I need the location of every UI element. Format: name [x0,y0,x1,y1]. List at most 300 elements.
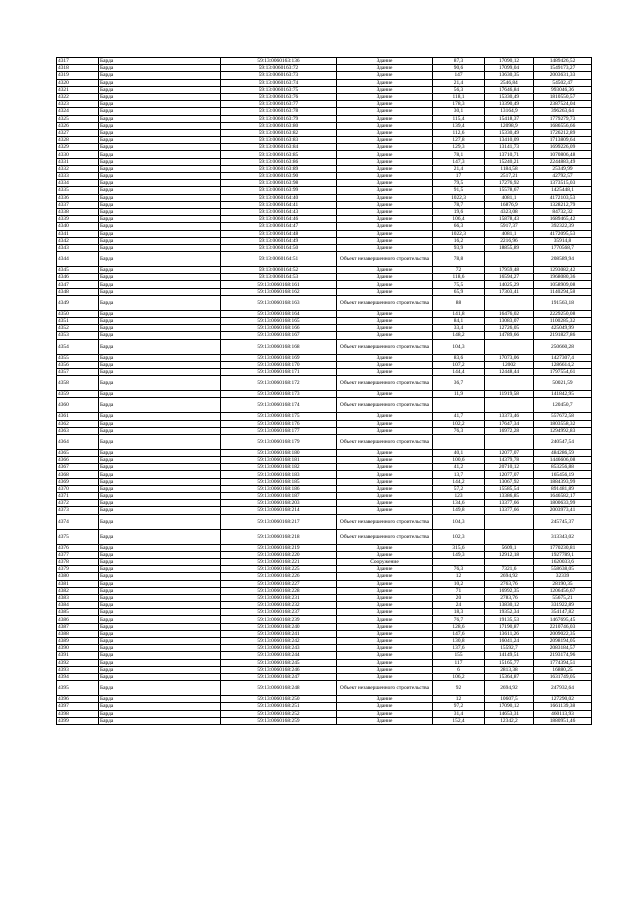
area-cell: 106,2 [433,673,485,680]
area-cell: 128,6 [433,623,485,630]
row-number-cell: 4317 [57,58,99,65]
settlement-cell: Барда [99,230,221,237]
area-cell: 147,6 [433,630,485,637]
cadastral-number-cell: 59:13:0060163:83 [221,137,337,144]
cadastral-value-cell: 245745,37 [534,514,592,529]
cadastral-value-cell: 35914,8 [534,237,592,244]
area-cell [433,558,485,565]
object-type-cell: Здание [337,108,433,115]
settlement-cell: Барда [99,361,221,368]
table-row [57,295,592,310]
area-cell: 137,6 [433,645,485,652]
object-type-cell: Здание [337,696,433,703]
settlement-cell: Барда [99,288,221,295]
row-number-cell: 4386 [57,616,99,623]
table-row [57,696,592,703]
cadastral-number-cell: 59:13:0060168:248 [221,681,337,696]
unit-value-cell: 12002 [485,361,534,368]
cadastral-number-cell: 59:13:0060163:77 [221,101,337,108]
table-row [57,318,592,325]
cadastral-number-cell: 59:13:0060168:164 [221,310,337,317]
object-type-cell: Здание [337,427,433,434]
settlement-cell: Барда [99,267,221,274]
cadastral-value-cell: 1100285,32 [534,318,592,325]
cadastral-number-cell: 59:13:0060168:240 [221,623,337,630]
settlement-cell: Барда [99,507,221,514]
area-cell: 78,7 [433,201,485,208]
area-cell: 57,2 [433,485,485,492]
cadastral-number-cell: 59:13:0060168:181 [221,457,337,464]
row-number-cell: 4395 [57,681,99,696]
cadastral-value-cell: 25349,99 [534,165,592,172]
area-cell: 104,3 [433,514,485,529]
settlement-cell: Барда [99,645,221,652]
unit-value-cell: 1184,58 [485,165,534,172]
row-number-cell: 4328 [57,137,99,144]
row-number-cell: 4324 [57,108,99,115]
cadastral-value-cell: 331922,89 [534,602,592,609]
table-row [57,623,592,630]
unit-value-cell [485,252,534,267]
row-number-cell: 4392 [57,659,99,666]
cadastral-number-cell: 59:13:0060164:53 [221,274,337,281]
settlement-cell: Барда [99,368,221,375]
table-row [57,108,592,115]
object-type-cell: Здание [337,710,433,717]
row-number-cell: 4390 [57,645,99,652]
cadastral-value-cell: 1140294,58 [534,288,592,295]
cadastral-number-cell: 59:13:0060168:219 [221,544,337,551]
settlement-cell: Барда [99,485,221,492]
table-row [57,223,592,230]
unit-value-cell: 15364,87 [485,673,534,680]
settlement-cell: Барда [99,616,221,623]
unit-value-cell: 16476,02 [485,310,534,317]
row-number-cell: 4334 [57,180,99,187]
object-type-cell: Здание [337,58,433,65]
unit-value-cell: 14789,66 [485,332,534,339]
area-cell: 123 [433,493,485,500]
cadastral-number-cell: 59:13:0060168:187 [221,493,337,500]
table-row [57,129,592,136]
row-number-cell: 4372 [57,500,99,507]
table-row [57,216,592,223]
row-number-cell: 4376 [57,544,99,551]
row-number-cell: 4329 [57,144,99,151]
settlement-cell: Барда [99,500,221,507]
cadastral-value-cell: 247932,64 [534,681,592,696]
unit-value-cell: 12912,18 [485,551,534,558]
row-number-cell: 4351 [57,318,99,325]
cadastral-number-cell: 59:13:0060168:170 [221,361,337,368]
area-cell: 118,1 [433,93,485,100]
area-cell: 107,2 [433,361,485,368]
object-type-cell: Здание [337,478,433,485]
row-number-cell: 4322 [57,93,99,100]
cadastral-value-cell: 1549173,27 [534,65,592,72]
cadastral-value-cell: 460113,93 [534,710,592,717]
table-row [57,274,592,281]
object-type-cell [337,339,433,354]
area-cell: 149,8 [433,507,485,514]
table-row [57,58,592,65]
unit-value-cell: 4081,1 [485,194,534,201]
cadastral-number-cell: 59:13:0060168:242 [221,638,337,645]
row-number-cell: 4378 [57,558,99,565]
row-number-cell: 4341 [57,230,99,237]
table-row [57,165,592,172]
object-type-cell: Здание [337,551,433,558]
cadastral-value-cell: 1467695,45 [534,616,592,623]
table-row [57,594,592,601]
unit-value-cell: 17646,84 [485,86,534,93]
row-number-cell: 4396 [57,696,99,703]
settlement-cell: Барда [99,295,221,310]
cadastral-number-cell: 59:13:0060168:165 [221,318,337,325]
object-type-cell: Здание [337,609,433,616]
cadastral-value-cell: 42792,57 [534,173,592,180]
cadastral-value-cell: 558638,05 [534,566,592,573]
settlement-cell: Барда [99,244,221,251]
unit-value-cell: 13611,26 [485,630,534,637]
row-number-cell: 4343 [57,244,99,251]
settlement-cell: Барда [99,587,221,594]
table-row [57,507,592,514]
area-cell: 71 [433,587,485,594]
object-type-text: Объект незавершенного строительства [339,533,430,540]
cadastral-number-cell: 59:13:0060168:252 [221,710,337,717]
cadastral-value-cell: 2003631,33 [534,72,592,79]
object-type-cell: Здание [337,158,433,165]
row-number-cell: 4340 [57,223,99,230]
cadastral-value-cell: 165456,19 [534,471,592,478]
settlement-cell: Барда [99,544,221,551]
area-cell: 13,7 [433,471,485,478]
settlement-cell: Барда [99,332,221,339]
cadastral-number-cell: 59:13:0060168:162 [221,288,337,295]
unit-value-cell: 16594,27 [485,274,534,281]
object-type-cell: Здание [337,79,433,86]
table-row [57,137,592,144]
row-number-cell: 4358 [57,376,99,391]
unit-value-cell: 17099,04 [485,65,534,72]
area-cell: 147,3 [433,158,485,165]
cadastral-number-cell: 59:13:0060164:50 [221,244,337,251]
settlement-cell: Барда [99,478,221,485]
settlement-cell: Барда [99,93,221,100]
cadastral-number-cell: 59:13:0060163:98 [221,180,337,187]
settlement-cell: Барда [99,391,221,398]
object-type-cell: Здание [337,208,433,215]
object-type-cell: Здание [337,623,433,630]
settlement-cell: Барда [99,703,221,710]
table-row [57,514,592,529]
row-number-cell: 4321 [57,86,99,93]
cadastral-value-cell: 1631749,05 [534,673,592,680]
row-number-cell: 4397 [57,703,99,710]
area-cell: 1022,3 [433,194,485,201]
area-cell: 16,2 [433,237,485,244]
row-number-cell: 4385 [57,609,99,616]
row-number-cell: 4394 [57,673,99,680]
cadastral-value-cell: 16880,25 [534,666,592,673]
table-row [57,616,592,623]
area-cell: 18,3 [433,609,485,616]
unit-value-cell: 16992,35 [485,587,534,594]
table-row [57,325,592,332]
table-row [57,558,592,565]
cadastral-value-cell: 141842,95 [534,391,592,398]
cadastral-value-cell: 84732,32 [534,208,592,215]
cadastral-value-cell: 50021,59 [534,376,592,391]
row-number-cell: 4389 [57,638,99,645]
unit-value-cell [485,529,534,544]
cadastral-value-cell: 4172095,53 [534,230,592,237]
cadastral-number-cell: 59:13:0060168:226 [221,573,337,580]
object-type-cell: Здание [337,630,433,637]
cadastral-value-cell: 853256,88 [534,464,592,471]
settlement-cell: Барда [99,86,221,93]
cadastral-number-cell: 59:13:0060168:221 [221,558,337,565]
cadastral-value-cell: 1797554,61 [534,368,592,375]
cadastral-value-cell: 1686556,66 [534,122,592,129]
settlement-cell: Барда [99,129,221,136]
cadastral-number-cell: 59:13:0060168:163 [221,295,337,310]
row-number-cell: 4382 [57,587,99,594]
cadastral-value-cell: 127290,02 [534,696,592,703]
cadastral-value-cell: 1070806,48 [534,151,592,158]
cadastral-value-cell: 1770568,7 [534,244,592,251]
area-cell: 36,7 [433,376,485,391]
object-type-cell: Здание [337,616,433,623]
area-cell: 19,6 [433,208,485,215]
object-type-cell [337,376,433,391]
area-cell: 97,2 [433,703,485,710]
cadastral-value-cell: 1927789,1 [534,551,592,558]
area-cell: 112,6 [433,129,485,136]
cadastral-value-cell: 1206456,67 [534,587,592,594]
cadastral-number-cell: 59:13:0060168:217 [221,514,337,529]
object-type-cell: Здание [337,573,433,580]
table-row [57,122,592,129]
unit-value-cell [485,376,534,391]
unit-value-cell: 17090,12 [485,58,534,65]
cadastral-number-cell: 59:13:0060168:167 [221,332,337,339]
object-type-text: Объект незавершенного строительства [339,518,430,525]
cadastral-number-cell: 59:13:0060163:72 [221,65,337,72]
table-row [57,602,592,609]
area-cell: 65,9 [433,288,485,295]
cadastral-number-cell: 59:13:0060168:245 [221,659,337,666]
cadastral-number-cell: 59:13:0060168:247 [221,673,337,680]
row-number-cell: 4369 [57,478,99,485]
area-cell: 141,8 [433,310,485,317]
table-row [57,332,592,339]
table-row [57,339,592,354]
cadastral-value-cell: 2083184,57 [534,645,592,652]
cadastral-number-cell: 59:13:0060163:84 [221,144,337,151]
table-row [57,267,592,274]
unit-value-cell [485,398,534,413]
object-type-cell: Здание [337,332,433,339]
settlement-cell: Барда [99,457,221,464]
object-type-cell: Здание [337,544,433,551]
settlement-cell: Барда [99,529,221,544]
cadastral-number-cell: 59:13:0060163:99 [221,187,337,194]
row-number-cell: 4327 [57,129,99,136]
cadastral-value-cell: 2193174,96 [534,652,592,659]
settlement-cell: Барда [99,551,221,558]
area-cell: 30,1 [433,108,485,115]
area-cell: 40,1 [433,449,485,456]
cadastral-value-cell: 1425448,1 [534,187,592,194]
row-number-cell: 4348 [57,288,99,295]
cadastral-number-cell: 59:13:0060168:214 [221,507,337,514]
unit-value-cell: 13141,73 [485,144,534,151]
unit-value-cell: 13164,9 [485,108,534,115]
table-row [57,566,592,573]
table-row [57,478,592,485]
row-number-cell: 4360 [57,398,99,413]
cadastral-value-cell: 2229250,08 [534,310,592,317]
table-row [57,551,592,558]
table-row [57,449,592,456]
row-number-cell: 4393 [57,666,99,673]
settlement-cell: Барда [99,310,221,317]
object-type-cell [337,295,433,310]
object-type-cell: Здание [337,237,433,244]
table-row [57,252,592,267]
table-row [57,493,592,500]
cadastral-number-cell: 59:13:0060164:41 [221,201,337,208]
table-row [57,652,592,659]
object-type-cell: Здание [337,187,433,194]
settlement-cell: Барда [99,122,221,129]
object-type-cell: Здание [337,368,433,375]
cadastral-value-cell: 1779279,73 [534,115,592,122]
row-number-cell: 4380 [57,573,99,580]
area-cell [433,398,485,413]
row-number-cell: 4345 [57,267,99,274]
table-row [57,485,592,492]
object-type-cell: Здание [337,413,433,420]
settlement-cell: Барда [99,398,221,413]
row-number-cell: 4353 [57,332,99,339]
cadastral-number-cell: 59:13:0060168:203 [221,500,337,507]
cadastral-number-cell: 59:13:0060164:47 [221,223,337,230]
cadastral-value-cell: 354147,82 [534,609,592,616]
settlement-cell: Барда [99,72,221,79]
cadastral-value-cell: 1810550,57 [534,93,592,100]
cadastral-value-cell: 313343,02 [534,529,592,544]
table-row [57,208,592,215]
area-cell: 127,8 [433,137,485,144]
row-number-cell: 4383 [57,594,99,601]
settlement-cell: Барда [99,115,221,122]
object-type-cell: Здание [337,666,433,673]
object-type-cell: Здание [337,391,433,398]
area-cell: 106,4 [433,216,485,223]
row-number-cell: 4362 [57,420,99,427]
settlement-cell: Барда [99,281,221,288]
settlement-cell: Барда [99,566,221,573]
row-number-cell: 4359 [57,391,99,398]
unit-value-cell: 15165,77 [485,659,534,666]
table-row [57,310,592,317]
cadastral-number-cell: 59:13:0060168:177 [221,427,337,434]
cadastral-value-cell: 1770230,81 [534,544,592,551]
settlement-cell: Барда [99,58,221,65]
object-type-cell [337,434,433,449]
area-cell: 84,1 [433,318,485,325]
settlement-cell: Барда [99,681,221,696]
object-type-cell [337,252,433,267]
row-number-cell: 4325 [57,115,99,122]
object-type-cell: Здание [337,230,433,237]
cadastral-number-cell: 59:13:0060168:220 [221,551,337,558]
row-number-cell: 4371 [57,493,99,500]
settlement-cell: Барда [99,252,221,267]
row-number-cell: 4333 [57,173,99,180]
row-number-cell: 4320 [57,79,99,86]
cadastral-value-cell: 1880951,46 [534,717,592,724]
object-type-cell: Здание [337,281,433,288]
object-type-cell: Здание [337,244,433,251]
settlement-cell: Барда [99,237,221,244]
settlement-cell: Барда [99,194,221,201]
object-type-cell: Здание [337,122,433,129]
cadastral-value-cell: 2191827,86 [534,332,592,339]
object-type-cell: Здание [337,703,433,710]
cadastral-table [56,57,591,725]
area-cell: 104,3 [433,339,485,354]
row-number-cell: 4347 [57,281,99,288]
table-row [57,703,592,710]
area-cell: 117 [433,659,485,666]
cadastral-number-cell: 59:13:0060168:225 [221,566,337,573]
row-number-cell: 4326 [57,122,99,129]
table-row [57,230,592,237]
settlement-cell: Барда [99,673,221,680]
unit-value-cell: 2694,92 [485,573,534,580]
cadastral-number-cell: 59:13:0060164:43 [221,208,337,215]
object-type-cell: Здание [337,638,433,645]
object-type-cell: Здание [337,420,433,427]
cadastral-number-cell: 59:13:0060163:136 [221,58,337,65]
object-type-cell: Здание [337,717,433,724]
cadastral-value-cell: 1489426,52 [534,58,592,65]
area-cell: 87,3 [433,58,485,65]
area-cell: 139,4 [433,122,485,129]
row-number-cell: 4374 [57,514,99,529]
object-type-cell: Сооружение [337,558,433,565]
table-row [57,361,592,368]
table-row [57,609,592,616]
area-cell: 134,6 [433,500,485,507]
cadastral-number-cell: 59:13:0060168:232 [221,602,337,609]
area-cell: 17 [433,173,485,180]
table-row [57,587,592,594]
cadastral-value-cell: 120450,7 [534,398,592,413]
area-cell: 12 [433,696,485,703]
row-number-cell: 4332 [57,165,99,172]
unit-value-cell: 17647,34 [485,420,534,427]
cadastral-number-cell: 59:13:0060163:80 [221,122,337,129]
row-number-cell: 4364 [57,434,99,449]
settlement-cell: Барда [99,717,221,724]
area-cell: 20 [433,594,485,601]
row-number-cell: 4352 [57,325,99,332]
